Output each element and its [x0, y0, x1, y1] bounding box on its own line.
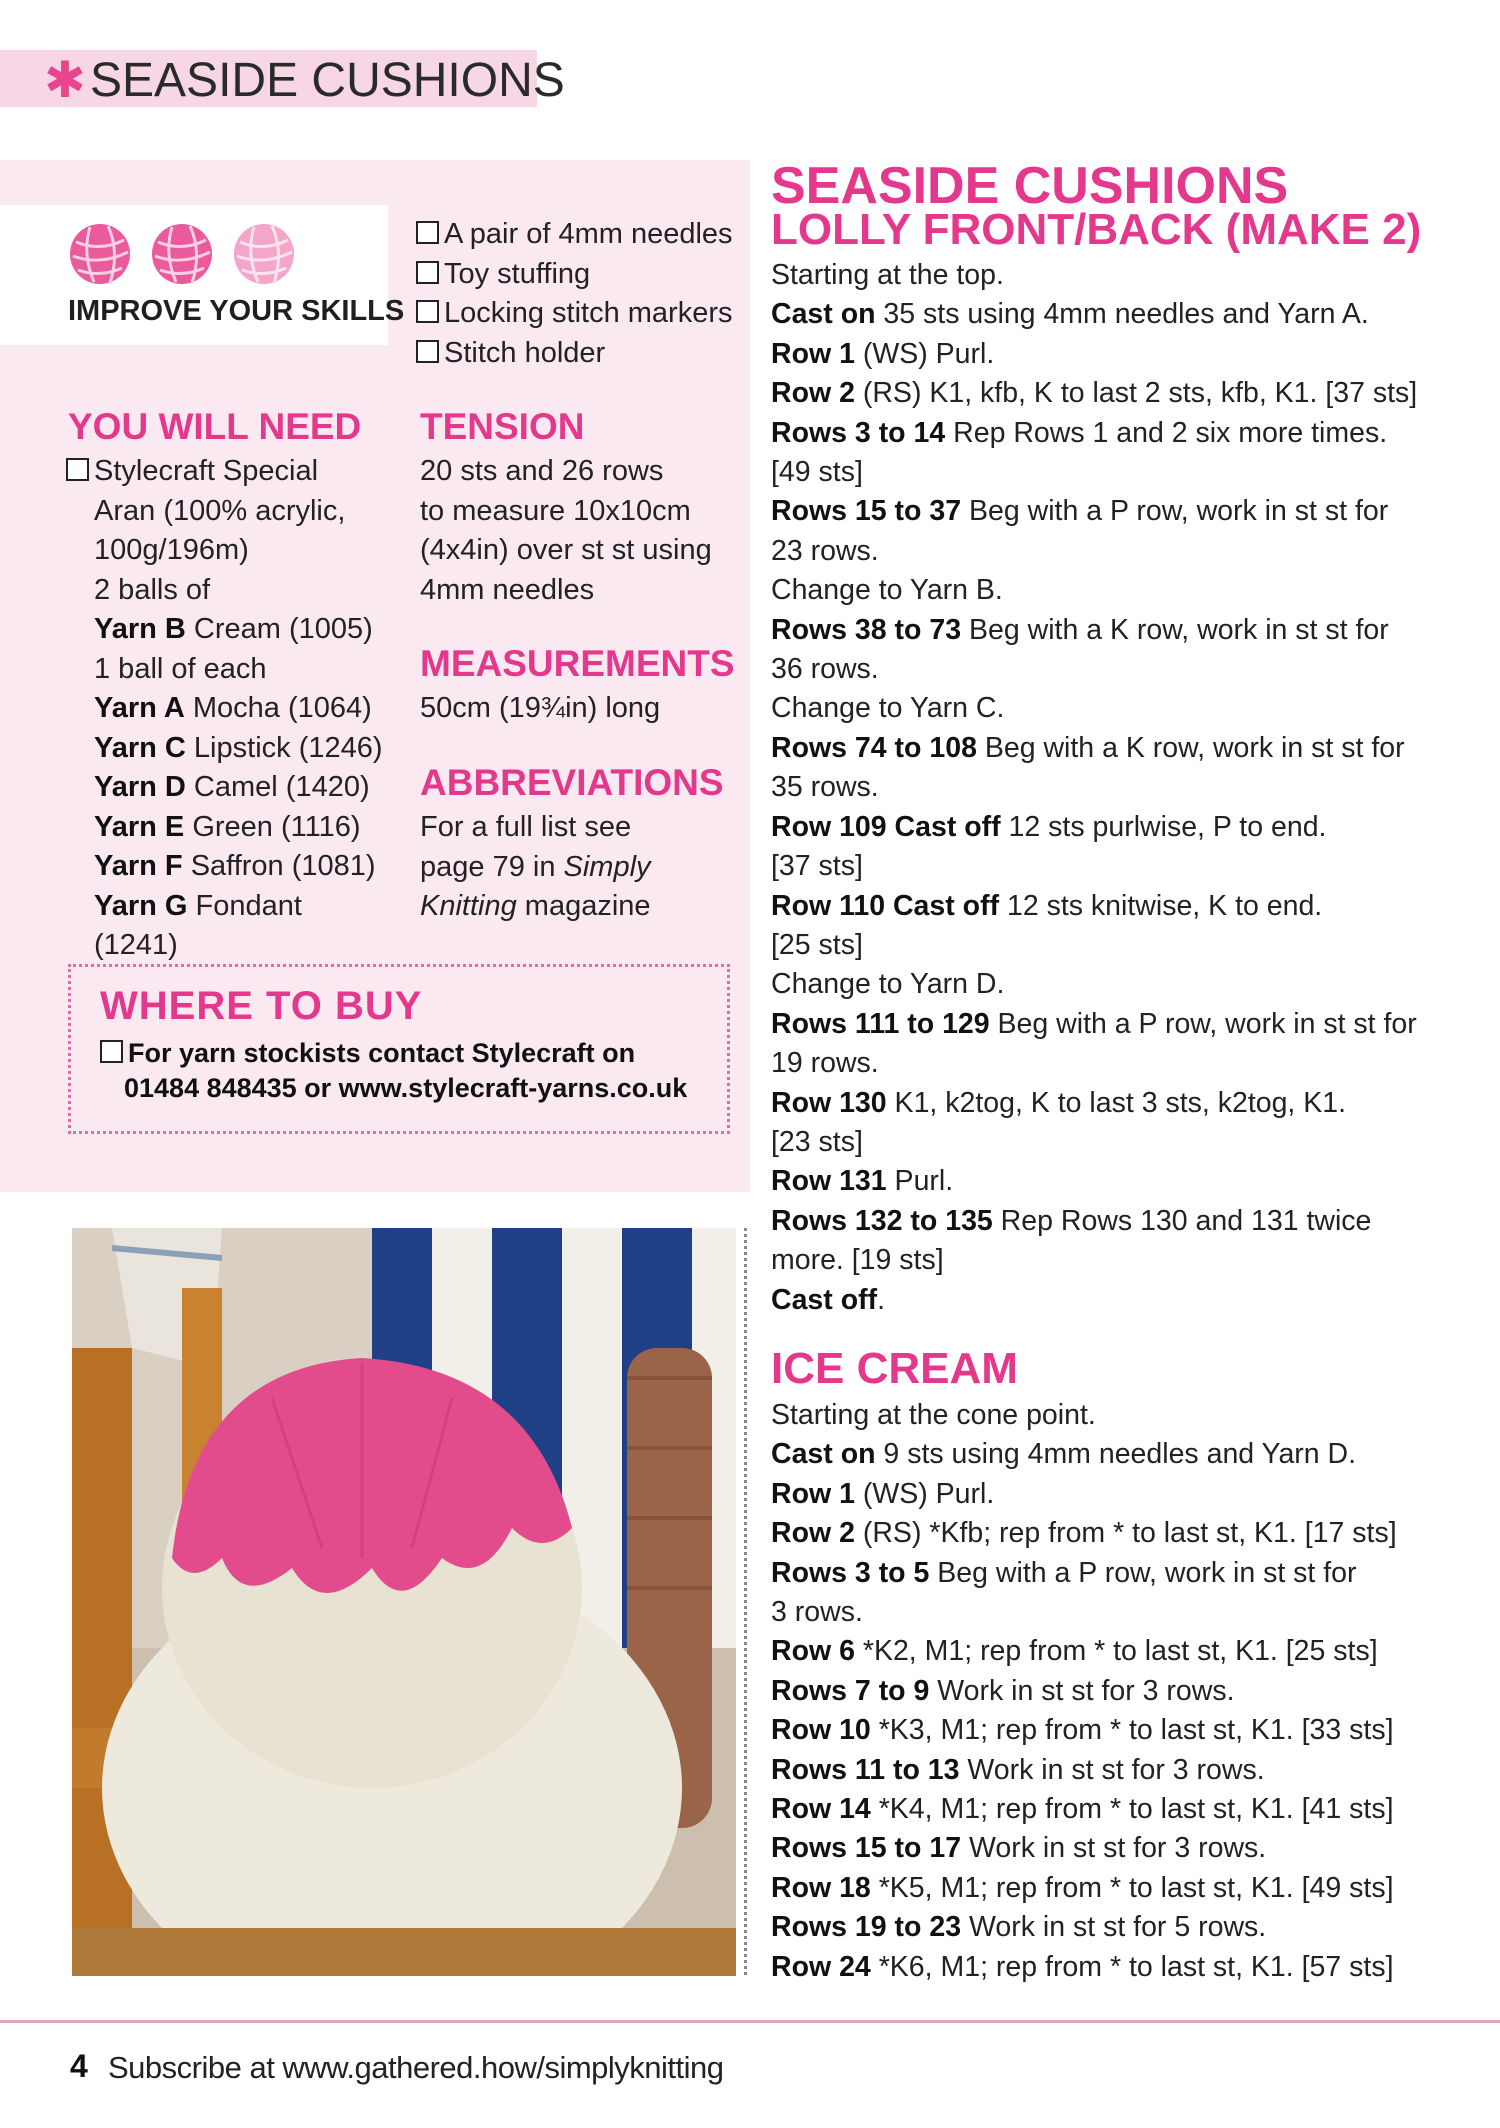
- abbreviations-heading: ABBREVIATIONS: [420, 762, 724, 803]
- ice-cream-cushion-photo: [72, 1228, 736, 1976]
- instruction-line: Rows 15 to 17 Work in st st for 3 rows.: [771, 1832, 1267, 1865]
- instruction-line: Starting at the cone point.: [771, 1399, 1096, 1431]
- yarn-item: Yarn C Lipstick (1246): [94, 731, 383, 764]
- instruction-line: Rows 132 to 135 Rep Rows 130 and 131 twice: [771, 1204, 1372, 1237]
- instruction-line: Rows 74 to 108 Beg with a K row, work in st st for: [771, 731, 1405, 764]
- instruction-line: 36 rows.: [771, 653, 879, 686]
- instruction-line: Starting at the top.: [771, 259, 1004, 291]
- checkbox-icon: [66, 458, 89, 481]
- instruction-line: Rows 15 to 37 Beg with a P row, work in st st for: [771, 495, 1389, 528]
- instruction-line: Rows 19 to 23 Work in st st for 5 rows.: [771, 1911, 1267, 1944]
- instruction-line: Row 110 Cast off 12 sts knitwise, K to end.: [771, 889, 1323, 922]
- list-item: Stitch holder: [416, 334, 746, 374]
- instruction-line: [49 sts]: [771, 456, 863, 489]
- instruction-line: Row 24 *K6, M1; rep from * to last st, K1. [57 sts]: [771, 1950, 1394, 1983]
- instruction-line: Row 1 (WS) Purl.: [771, 1477, 995, 1510]
- instruction-line: Cast off.: [771, 1283, 886, 1316]
- abbreviations-text: For a full list see page 79 in Simply Knitting magazine: [420, 811, 651, 922]
- footer-divider: [0, 2020, 1500, 2023]
- yarn-item: Yarn G Fondant (1241): [94, 889, 302, 961]
- checkbox-icon: [416, 261, 439, 284]
- tension-heading: TENSION: [420, 406, 585, 447]
- instruction-line: Change to Yarn D.: [771, 968, 1005, 1001]
- cushion-illustration: [72, 1228, 736, 1976]
- instruction-line: Change to Yarn B.: [771, 574, 1003, 607]
- instruction-line: Row 130 K1, k2tog, K to last 3 sts, k2tog, K1.: [771, 1086, 1347, 1119]
- page-section-title: SEASIDE CUSHIONS: [90, 54, 565, 107]
- instruction-line: Rows 111 to 129 Beg with a P row, work in st st for: [771, 1007, 1417, 1040]
- checkbox-icon: [416, 300, 439, 323]
- instruction-line: Change to Yarn C.: [771, 692, 1005, 725]
- extra-requirements-list: [416, 215, 746, 373]
- yarn-item: Yarn E Green (1116): [94, 810, 361, 843]
- instruction-line: Row 18 *K5, M1; rep from * to last st, K1. [49 sts]: [771, 1871, 1394, 1904]
- instruction-line: 35 rows.: [771, 771, 879, 804]
- instruction-line: Row 109 Cast off 12 sts purlwise, P to end.: [771, 810, 1327, 843]
- checkbox-icon: [100, 1040, 123, 1063]
- instruction-line: [23 sts]: [771, 1125, 863, 1158]
- tension-text: 20 sts and 26 rows to measure 10x10cm (4x4in) over st st using 4mm needles: [420, 455, 712, 606]
- list-item: Toy stuffing: [416, 255, 746, 295]
- instruction-line: Row 2 (RS) K1, kfb, K to last 2 sts, kfb, K1. [37 sts]: [771, 377, 1418, 410]
- ice-cream-instructions: [771, 1396, 1481, 1987]
- checkbox-icon: [416, 221, 439, 244]
- instruction-line: Row 14 *K4, M1; rep from * to last st, K1. [41 sts]: [771, 1793, 1394, 1826]
- lolly-instructions: [771, 256, 1481, 1320]
- instruction-line: Row 131 Purl.: [771, 1165, 954, 1198]
- checkbox-icon: [416, 340, 439, 363]
- yarn-item: Yarn B Cream (1005): [94, 613, 373, 645]
- measurements-heading: MEASUREMENTS: [420, 643, 735, 684]
- where-to-buy-contact: 01484 848435 or www.stylecraft-yarns.co.uk: [124, 1073, 688, 1103]
- section-title-lolly: LOLLY FRONT/BACK (MAKE 2): [771, 205, 1422, 254]
- instruction-line: Row 2 (RS) *Kfb; rep from * to last st, K1. [17 sts]: [771, 1517, 1397, 1550]
- yarn-ball-icon: [232, 222, 296, 286]
- you-will-need-list: Stylecraft Special Aran (100% acrylic, 100g/196m) 2 balls of Yarn B Cream (1005) 1 ball of each Yarn A Mocha (1064) Yarn C Lipstick (1246) Yarn D Camel (1420) Yarn E Green (1116) Yarn F Saffron (1081) Yarn G Fondant (1241): [66, 452, 386, 966]
- flower-icon: ✱: [44, 52, 86, 108]
- instruction-line: Rows 3 to 5 Beg with a P row, work in st st for: [771, 1556, 1357, 1589]
- instruction-line: Row 6 *K2, M1; rep from * to last st, K1. [25 sts]: [771, 1635, 1378, 1668]
- instruction-line: Row 1 (WS) Purl.: [771, 337, 995, 370]
- instruction-line: Cast on 9 sts using 4mm needles and Yarn D.: [771, 1438, 1357, 1471]
- measurements-text: 50cm (19¾in) long: [420, 692, 661, 724]
- instruction-line: 3 rows.: [771, 1596, 863, 1629]
- instruction-line: Row 10 *K3, M1; rep from * to last st, K1. [33 sts]: [771, 1714, 1394, 1747]
- instruction-line: Cast on 35 sts using 4mm needles and Yarn A.: [771, 298, 1369, 331]
- instruction-line: Rows 3 to 14 Rep Rows 1 and 2 six more times.: [771, 416, 1388, 449]
- list-item: A pair of 4mm needles: [416, 215, 746, 255]
- instruction-line: Rows 11 to 13 Work in st st for 3 rows.: [771, 1753, 1265, 1786]
- yarn-ball-icon: [68, 222, 132, 286]
- section-title-ice-cream: ICE CREAM: [771, 1344, 1018, 1393]
- instruction-line: Rows 7 to 9 Work in st st for 3 rows.: [771, 1674, 1235, 1707]
- where-to-buy-line: For yarn stockists contact Stylecraft on: [100, 1038, 635, 1069]
- pattern-title: SEASIDE CUSHIONS: [771, 157, 1289, 215]
- column-divider: [744, 1228, 747, 1976]
- instruction-line: 23 rows.: [771, 534, 879, 567]
- yarn-item: Yarn F Saffron (1081): [94, 850, 376, 882]
- instruction-line: Rows 38 to 73 Beg with a K row, work in st st for: [771, 613, 1389, 646]
- instruction-line: 19 rows.: [771, 1047, 879, 1080]
- instruction-line: [25 sts]: [771, 928, 863, 961]
- page-number: 4: [70, 2048, 88, 2084]
- where-to-buy-heading: WHERE TO BUY: [100, 984, 423, 1028]
- you-will-need-heading: YOU WILL NEED: [68, 406, 362, 447]
- instruction-line: more. [19 sts]: [771, 1244, 944, 1277]
- yarn-item: Yarn A Mocha (1064): [94, 692, 372, 724]
- subscribe-link[interactable]: Subscribe at www.gathered.how/simplyknitting: [108, 2050, 724, 2085]
- list-item: Locking stitch markers: [416, 294, 746, 334]
- yarn-item: Yarn D Camel (1420): [94, 771, 370, 803]
- yarn-ball-icon: [150, 222, 214, 286]
- skill-level-label: IMPROVE YOUR SKILLS: [68, 295, 405, 327]
- instruction-line: [37 sts]: [771, 850, 863, 883]
